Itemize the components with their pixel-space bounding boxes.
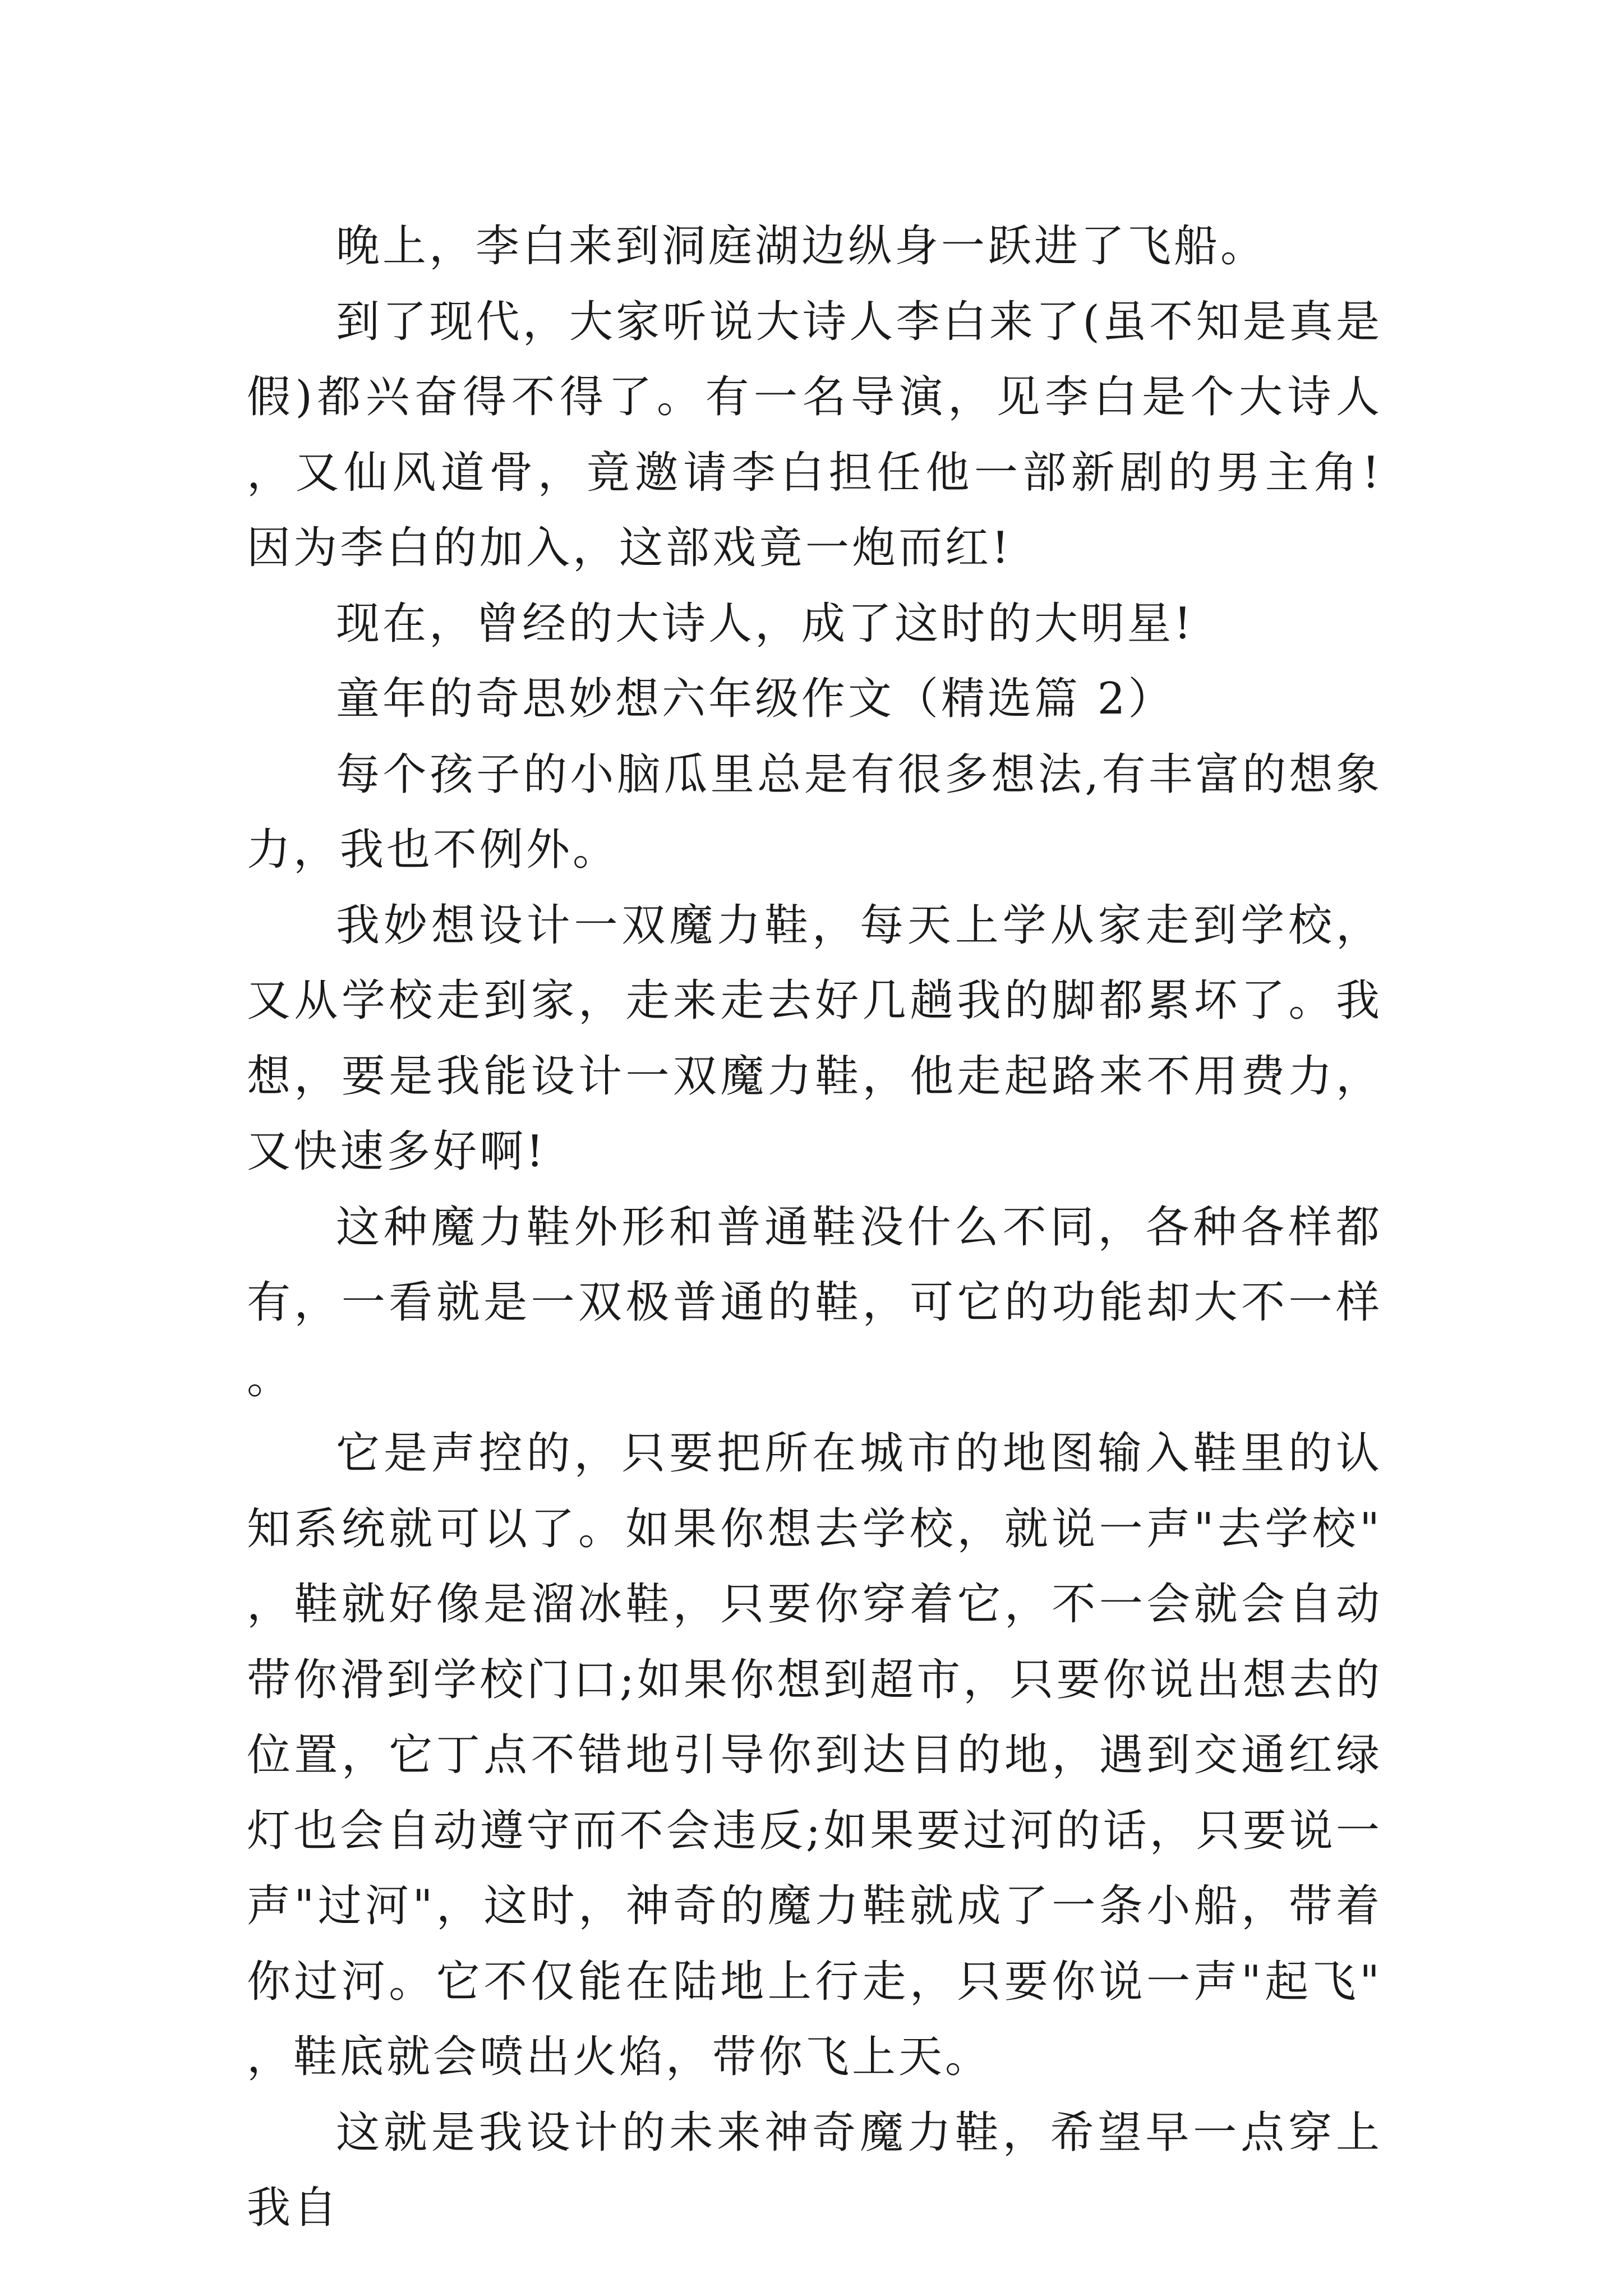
paragraph-6: 这种魔力鞋外形和普通鞋没什么不同，各种各样都有，一看就是一双极普通的鞋，可它的功能却大不一样。 (247, 1202, 1382, 1404)
paragraph-8: 这就是我设计的未来神奇魔力鞋，希望早一点穿上我自 (247, 2107, 1382, 2233)
paragraph-7: 它是声控的，只要把所在城市的地图输入鞋里的认知系统就可以了。如果你想去学校，就说一声"去学校"，鞋就好像是溜冰鞋，只要你穿着它，不一会就会自动带你滑到学校门口;如果你想到超市，只要你说出想去的位置，它丁点不错地引导你到达目的地，遇到交通红绿灯也会自动遵守而不会违反;如果要过河的话，只要说一声"过河"，这时，神奇的魔力鞋就成了一条小船，带着你过河。它不仅能在陆地上行走，只要你说一声"起飞"，鞋底就会喷出火焰，带你飞上天。 (247, 1428, 1382, 2082)
essay-body (247, 209, 1382, 2246)
paragraph-3: 现在，曾经的大诗人，成了这时的大明星! (336, 598, 1195, 649)
paragraph-5: 我妙想设计一双魔力鞋，每天上学从家走到学校，又从学校走到家，走来走去好几趟我的脚都累坏了。我想，要是我能设计一双魔力鞋，他走起路来不用费力，又快速多好啊! (247, 900, 1382, 1177)
paragraph-1: 晚上，李白来到洞庭湖边纵身一跃进了飞船。 (336, 221, 1267, 272)
paragraph-4: 每个孩子的小脑瓜里总是有很多想法,有丰富的想象力，我也不例外。 (247, 749, 1382, 875)
section-heading: 童年的奇思妙想六年级作文（精选篇 2） (336, 674, 1175, 724)
paragraph-2: 到了现代，大家听说大诗人李白来了(虽不知是真是假)都兴奋得不得了。有一名导演，见李白是个大诗人，又仙风道骨，竟邀请李白担任他一部新剧的男主角!因为李白的加入，这部戏竟一炮而红! (247, 296, 1382, 573)
